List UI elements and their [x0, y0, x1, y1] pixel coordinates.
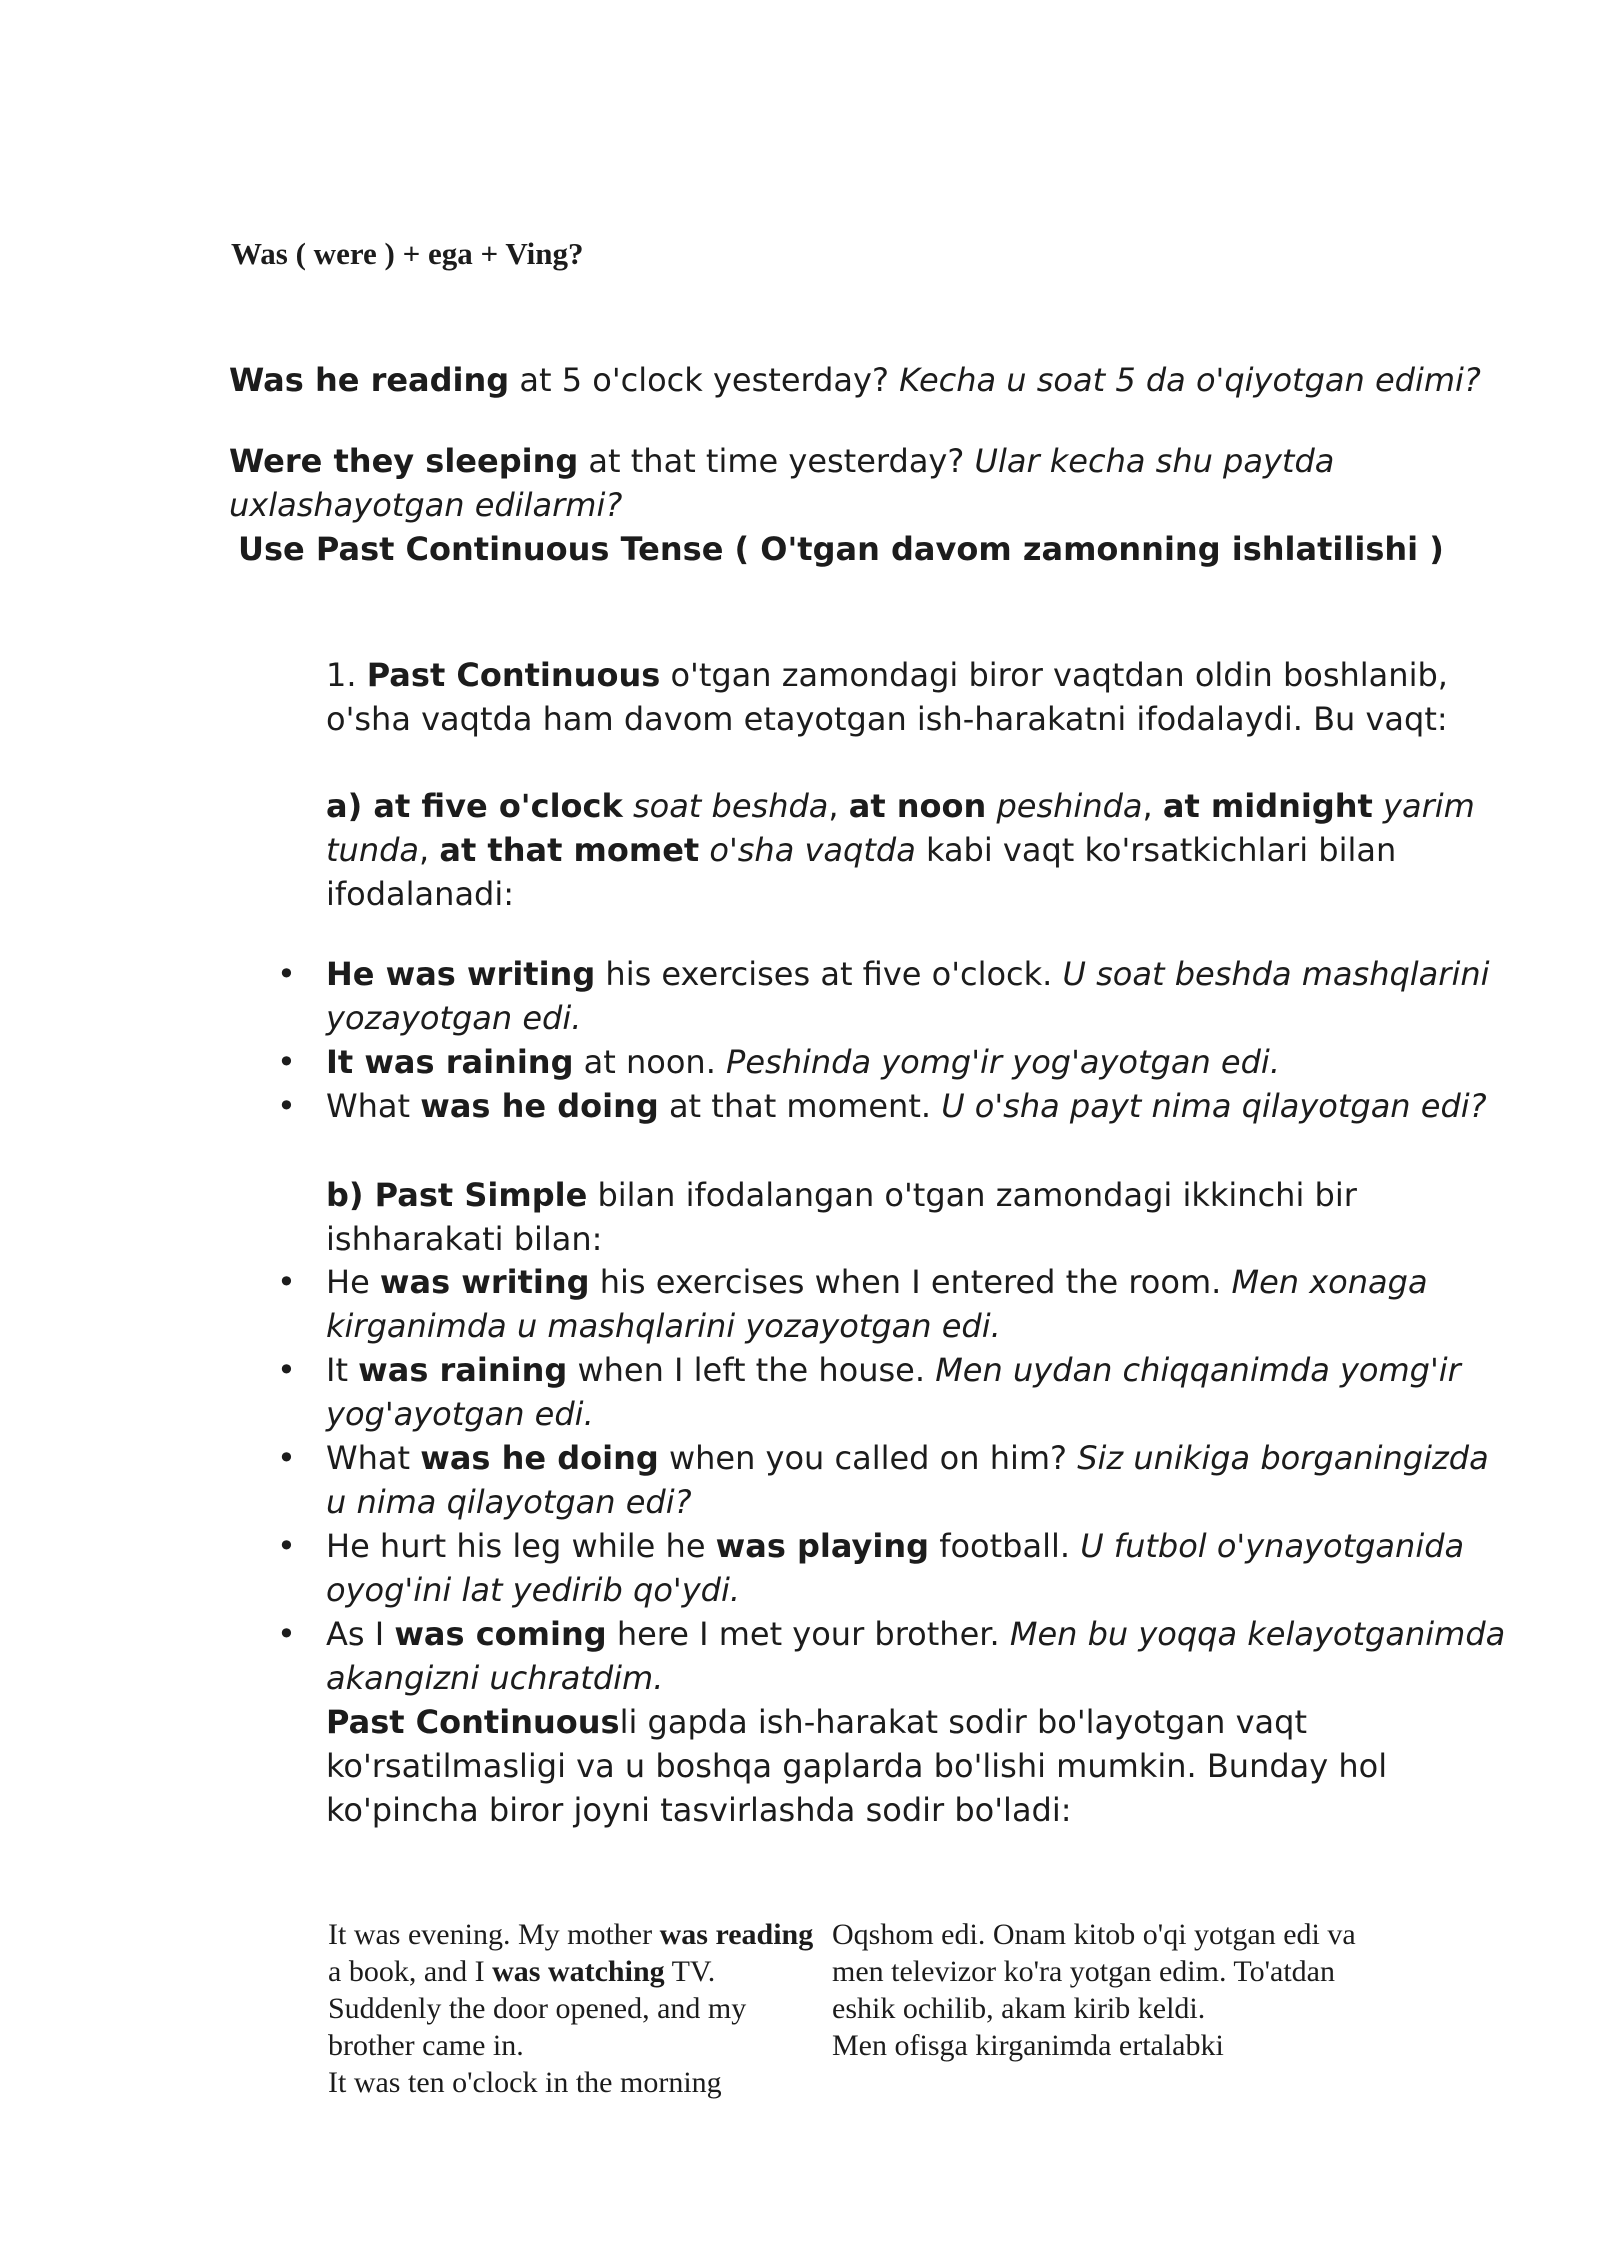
example-english-column — [328, 1916, 818, 2101]
example-translation: U soat beshda mashqlarini yozayotgan edi. — [326, 955, 1490, 1037]
example-bold: was he doing — [420, 1439, 659, 1477]
example-bold: was playing — [715, 1527, 930, 1565]
example-text: What — [326, 1087, 421, 1125]
example-text: when I left the house. — [567, 1351, 936, 1389]
note-text: li gapda ish-harakat sodir bo'layotgan vaqt ko'rsatilmasligi va u boshqa gaplarda bo'lishi mumkin. Bunday hol ko'pincha biror joyni tasvirlashda sodir bo'ladi: — [326, 1703, 1388, 1829]
example-uzbek-column — [832, 1916, 1372, 2064]
example-translation: Kecha u soat 5 da o'qiyotgan edimi? — [899, 361, 1481, 399]
time-expr-bold: at midnight — [1162, 787, 1373, 825]
example-translation: Ular kecha shu paytda uxlashayotgan edilarmi? — [229, 442, 1335, 524]
example-text: at noon. — [573, 1043, 727, 1081]
example-bold: was coming — [394, 1615, 607, 1653]
example-bold: was he doing — [420, 1087, 659, 1125]
question-example-1 — [229, 358, 1499, 402]
bullet-list-a — [326, 952, 1506, 1128]
question-example-2 — [229, 439, 1499, 527]
example-english-text — [328, 1916, 818, 2064]
time-expr-bold: at that momet — [439, 831, 700, 869]
point-bold: Past Continuous — [366, 656, 661, 694]
example-translation: Men uydan chiqqanimda yomg'ir yog'ayotgan edi. — [326, 1351, 1461, 1433]
example-text: He hurt his leg while he — [326, 1527, 716, 1565]
example-text: at that time yesterday? — [578, 442, 975, 480]
example-bold: was raining — [358, 1351, 568, 1389]
example-text: It was evening. My mother — [328, 1918, 660, 1951]
example-text: a book, and I — [328, 1955, 493, 1988]
note-bold: Past Continuous — [326, 1703, 620, 1741]
point-a: a) at five o'clock soat beshda, at noon peshinda, at midnight yarim tunda, at that momet o'sha vaqtda kabi vaqt ko'rsatkichlari bilan ifodalanadi: — [326, 787, 1475, 913]
bullet-list-b — [326, 1260, 1506, 1700]
example-text: It — [326, 1351, 359, 1389]
example-text: As I — [326, 1615, 395, 1653]
example-text: at that moment. — [658, 1087, 942, 1125]
example-translation: Men bu yoqqa kelayotganimda akangizni uchratdim. — [326, 1615, 1506, 1697]
example-text: at 5 o'clock yesterday? — [509, 361, 900, 399]
list-item — [326, 952, 1506, 1040]
example-uzbek-line2: Men ofisga kirganimda ertalabki — [832, 2029, 1224, 2062]
use-section-title: Use Past Continuous Tense ( O'tgan davom zamonning ishlatilishi ) — [238, 530, 1444, 568]
example-bold: He was writing — [326, 955, 596, 993]
example-translation: Men xonaga kirganimda u mashqlarini yozayotgan edi. — [326, 1263, 1428, 1345]
example-bold: was writing — [379, 1263, 590, 1301]
list-item — [326, 1348, 1506, 1436]
point-b — [326, 1173, 1506, 1261]
time-expr-trans: peshinda — [996, 787, 1143, 825]
example-text: TV. Suddenly the door opened, and my brother came in. — [328, 1955, 747, 2062]
example-uzbek-text: Oqshom edi. Onam kitob o'qi yotgan edi va men televizor ko'ra yotgan edim. To'atdan eshik ochilib, akam kirib keldi. — [832, 1918, 1356, 2025]
point-1 — [326, 653, 1506, 741]
example-text: He — [326, 1263, 380, 1301]
point-text: o'tgan zamondagi biror vaqtdan oldin boshlanib, o'sha vaqtda ham davom etayotgan ish-harakatni ifodalaydi. Bu vaqt: — [326, 656, 1448, 738]
example-bold: It was raining — [326, 1043, 574, 1081]
example-translation: U o'sha payt nima qilayotgan edi? — [941, 1087, 1487, 1125]
example-bold: was reading — [659, 1918, 814, 1951]
time-expr-trans: o'sha vaqtda — [709, 831, 916, 869]
list-item — [326, 1260, 1506, 1348]
point-number: 1. — [326, 656, 367, 694]
example-english-line2: It was ten o'clock in the morning — [328, 2066, 722, 2099]
example-bold: was watching — [492, 1955, 665, 1988]
time-expr-trans: yarim tunda — [326, 787, 1475, 869]
list-item — [326, 1436, 1506, 1524]
example-translation: Siz unikiga borganingizda u nima qilayotgan edi? — [326, 1439, 1489, 1521]
list-item — [326, 1084, 1506, 1128]
example-text: What — [326, 1439, 421, 1477]
example-bold: Was he reading — [229, 361, 510, 399]
example-text: when you called on him? — [658, 1439, 1078, 1477]
point-a-label: a) — [326, 787, 374, 825]
note-paragraph — [326, 1700, 1506, 1832]
example-text: here I met your brother. — [606, 1615, 1010, 1653]
example-text: his exercises at five o'clock. — [595, 955, 1063, 993]
point-bold: b) Past Simple — [326, 1176, 588, 1214]
list-item — [326, 1040, 1506, 1084]
example-text: his exercises when I entered the room. — [589, 1263, 1232, 1301]
time-expr-trans: soat beshda — [632, 787, 829, 825]
example-text: football. — [929, 1527, 1081, 1565]
time-expr-bold: at five o'clock — [373, 787, 623, 825]
example-bold: Were they sleeping — [229, 442, 579, 480]
example-translation: Peshinda yomg'ir yog'ayotgan edi. — [726, 1043, 1280, 1081]
time-expr-bold: at noon — [848, 787, 987, 825]
formula-heading: Was ( were ) + ega + Ving? — [231, 236, 584, 271]
list-item — [326, 1524, 1506, 1612]
example-translation: U futbol o'ynayotganida oyog'ini lat yedirib qo'ydi. — [326, 1527, 1465, 1609]
point-text: kabi vaqt ko'rsatkichlari bilan ifodalanadi: — [326, 831, 1397, 913]
point-text: bilan ifodalangan o'tgan zamondagi ikkinchi bir ishharakati bilan: — [326, 1176, 1357, 1258]
list-item — [326, 1612, 1506, 1700]
